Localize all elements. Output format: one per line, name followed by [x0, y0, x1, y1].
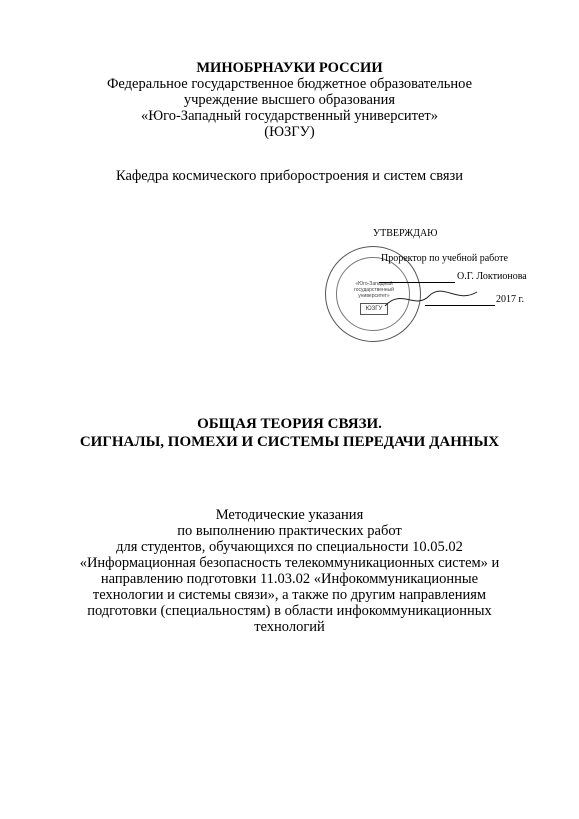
description-line-5: направлению подготовки 11.03.02 «Инфокоммуникационные: [100, 571, 479, 587]
description-line-1: Методические указания: [215, 507, 364, 523]
institution-line-1: Федеральное государственное бюджетное образовательное: [106, 76, 473, 92]
department-name: Кафедра космического приборостроения и систем связи: [115, 168, 464, 184]
approval-block: [315, 222, 545, 332]
document-title-line-2: СИГНАЛЫ, ПОМЕХИ И СИСТЕМЫ ПЕРЕДАЧИ ДАННЫХ: [79, 434, 500, 450]
description-line-4: «Информационная безопасность телекоммуникационных систем» и: [79, 555, 500, 571]
description-line-7: подготовки (специальностям) в области инфокоммуникационных: [87, 603, 492, 619]
approval-title: УТВЕРЖДАЮ: [373, 228, 438, 239]
approval-position: Проректор по учебной работе: [381, 253, 508, 264]
institution-line-3: «Юго-Западный государственный университет»: [140, 108, 439, 124]
description-line-3: для студентов, обучающихся по специальности 10.05.02: [116, 539, 463, 555]
description-line-8: технологий: [254, 619, 325, 635]
document-title-line-1: ОБЩАЯ ТЕОРИЯ СВЯЗИ.: [197, 416, 382, 432]
approval-year: 2017 г.: [496, 294, 524, 305]
description-line-2: по выполнению практических работ: [177, 523, 402, 539]
seal-abbr: ЮЗГУ: [360, 303, 388, 315]
description-line-6: технологии и системы связи», а также по другим направлениям: [92, 587, 487, 603]
signature-mark: [381, 284, 491, 314]
seal-text: «Юго-Западный государственный университет»: [354, 281, 394, 299]
ministry-title: МИНОБРНАУКИ РОССИИ: [196, 60, 383, 76]
signature-line: [379, 282, 455, 283]
institution-abbr: (ЮЗГУ): [264, 124, 315, 140]
approver-name: О.Г. Локтионова: [457, 271, 527, 282]
institution-line-2: учреждение высшего образования: [183, 92, 396, 108]
